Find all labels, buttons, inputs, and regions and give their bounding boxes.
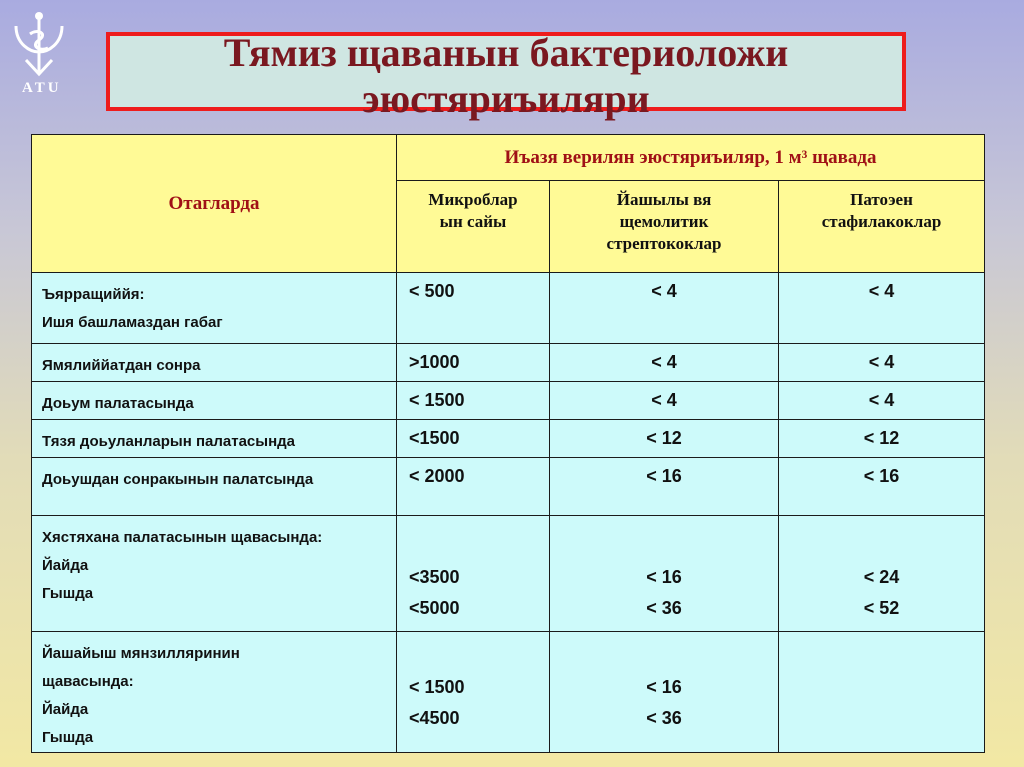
header-microbes	[397, 181, 550, 273]
row-label-line: Ямялиййатдан сонра	[42, 357, 201, 374]
cell-microbes: < 2000	[397, 458, 550, 516]
cell-staphylococci: < 4	[779, 273, 985, 344]
row-label-line: Хястяхана палатасынын щавасында:	[42, 529, 323, 546]
table-row	[32, 516, 985, 632]
cell-microbes: < 1500	[397, 382, 550, 420]
cell-microbes: < 500	[397, 273, 550, 344]
page-title	[106, 30, 906, 122]
air-standards-table	[31, 134, 985, 753]
table-row	[32, 458, 985, 516]
row-label-line: Йайда	[42, 701, 89, 718]
table-row	[32, 344, 985, 382]
cell-staphylococci: < 4	[779, 382, 985, 420]
row-label-line: Гышда	[42, 729, 94, 746]
cell-streptococci: < 4	[550, 382, 779, 420]
header-strep-line2: щемолитик	[619, 212, 709, 231]
value-summer: < 1500	[409, 677, 465, 697]
caduceus-icon	[8, 8, 70, 80]
value-summer: < 16	[646, 567, 682, 587]
table-row	[32, 420, 985, 458]
row-label	[32, 458, 397, 516]
cell-streptococci	[550, 516, 779, 632]
header-rooms-label: Отагларда	[168, 192, 260, 214]
row-label	[32, 420, 397, 458]
cell-microbes	[397, 632, 550, 753]
value-winter: <4500	[409, 708, 460, 728]
table-row	[32, 273, 985, 344]
value-winter: <5000	[409, 598, 460, 618]
row-label-line: Ишя башламаздан габаг	[42, 314, 223, 331]
row-label	[32, 273, 397, 344]
cell-streptococci: < 16	[550, 458, 779, 516]
header-microbes-line1: Микроблар	[428, 190, 518, 209]
row-label-line: Доьушдан сонракынын палатсында	[42, 471, 314, 488]
row-label-line: щавасында:	[42, 673, 134, 690]
value-winter: < 36	[646, 708, 682, 728]
value-winter: < 52	[863, 598, 900, 618]
cell-staphylococci: < 16	[779, 458, 985, 516]
cell-streptococci: < 4	[550, 273, 779, 344]
cell-microbes: >1000	[397, 344, 550, 382]
value-winter: < 36	[646, 598, 682, 618]
cell-microbes	[397, 516, 550, 632]
header-strep-line1: Йашылы вя	[616, 190, 712, 209]
row-label	[32, 516, 397, 632]
cell-staphylococci	[779, 632, 985, 753]
value-summer: < 24	[863, 567, 900, 587]
header-microbes-line2: ын сайы	[439, 212, 507, 231]
cell-staphylococci: < 12	[779, 420, 985, 458]
logo-text: ATU	[22, 80, 62, 96]
header-group	[397, 135, 985, 181]
cell-staphylococci	[779, 516, 985, 632]
header-staph-line2: стафилакоклар	[821, 212, 942, 231]
header-group-label: Иъазя верилян эюстяриъиляр, 1 м³ щавада	[504, 146, 877, 168]
row-label-line: Тязя доьуланларын палатасында	[42, 433, 296, 450]
header-strep-line3: стрептококлар	[606, 234, 722, 253]
table-row	[32, 382, 985, 420]
row-label-line: Доьум палатасында	[42, 395, 194, 412]
header-rooms	[32, 135, 397, 273]
row-label	[32, 382, 397, 420]
cell-microbes: <1500	[397, 420, 550, 458]
row-label-line: Ъярращиййя:	[42, 286, 145, 303]
header-streptococci	[550, 181, 779, 273]
cell-staphylococci: < 4	[779, 344, 985, 382]
row-label	[32, 632, 397, 753]
title-line-1: Тямиз щаванын бактериоложи	[223, 30, 789, 75]
row-label-line: Йайда	[42, 557, 89, 574]
header-staphylococci	[779, 181, 985, 273]
row-label	[32, 344, 397, 382]
value-summer: <3500	[409, 567, 460, 587]
value-summer: < 16	[646, 677, 682, 697]
cell-streptococci	[550, 632, 779, 753]
title-line-2: эюстяриъиляри	[362, 76, 650, 121]
header-staph-line1: Патоэен	[850, 190, 913, 209]
cell-streptococci: < 12	[550, 420, 779, 458]
row-label-line: Йашайыш мянзилляринин	[42, 645, 240, 662]
row-label-line: Гышда	[42, 585, 94, 602]
cell-streptococci: < 4	[550, 344, 779, 382]
table-row	[32, 632, 985, 753]
atu-logo	[8, 8, 70, 94]
